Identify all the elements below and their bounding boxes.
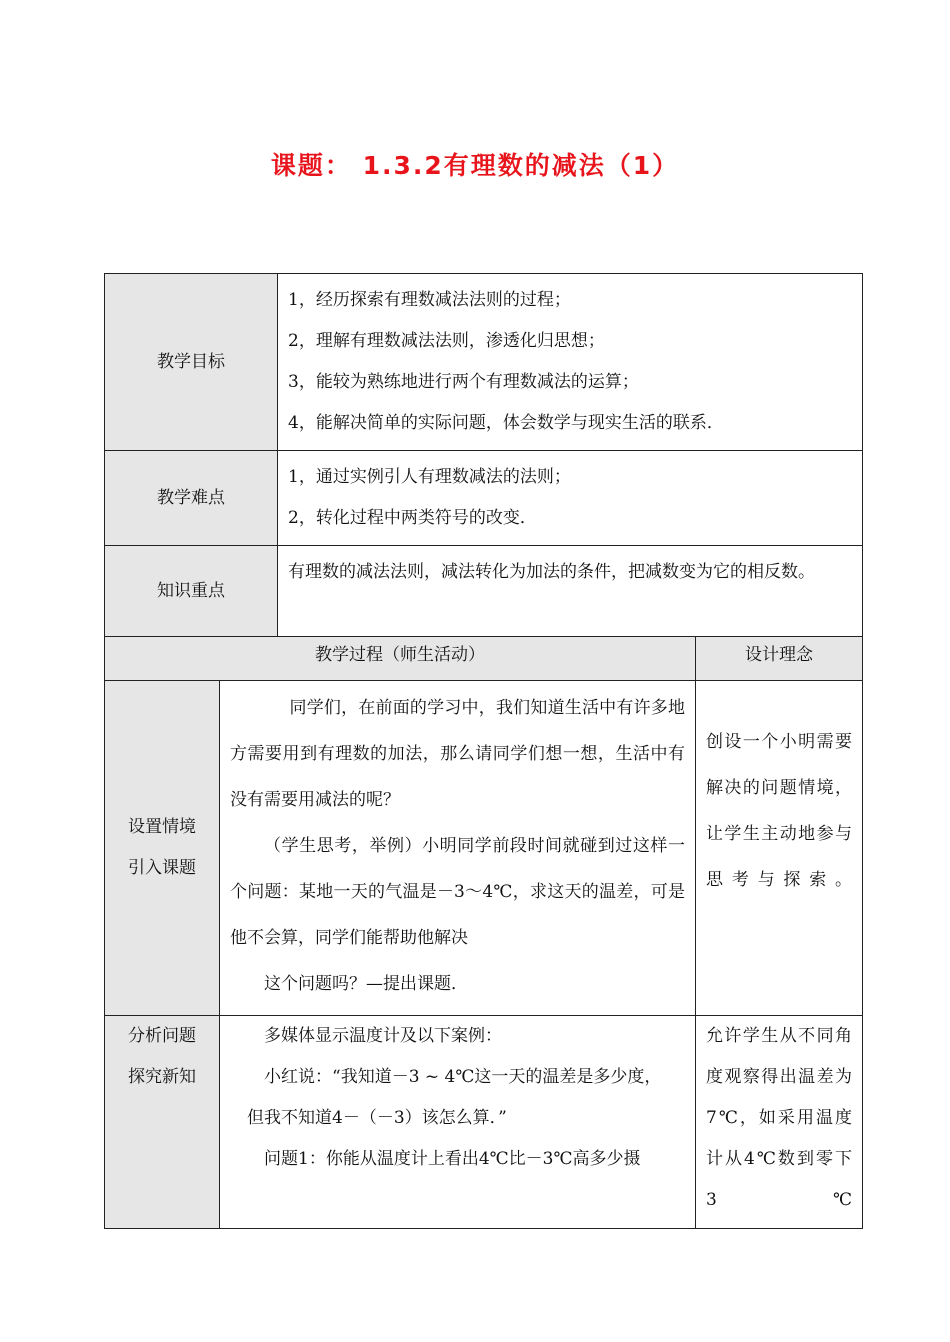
objective-item: 2，理解有理数减法法则，渗透化归思想； — [288, 331, 605, 351]
page-title: 课题： 1.3.2有理数的减法（1） — [270, 151, 680, 180]
explore-paragraph: 多媒体显示温度计及以下案例： — [264, 1026, 502, 1046]
process-header-row — [105, 637, 863, 681]
objective-item: 1，经历探索有理数减法法则的过程； — [288, 290, 571, 310]
objectives-label: 教学目标 — [105, 274, 278, 451]
difficulties-row — [105, 451, 863, 546]
section-explore-label — [105, 1016, 220, 1229]
intro-paragraph: 这个问题吗？—提出课题． — [264, 974, 468, 994]
process-header: 教学过程（师生活动） — [105, 637, 696, 681]
section-intro-label — [105, 681, 220, 1016]
intro-paragraph: 同学们，在前面的学习中，我们知道生活中有许多地方需要用到有理数的加法，那么请同学们想一想，生活中有没有需要用减法的呢？ — [230, 698, 685, 810]
section-explore-row — [105, 1016, 863, 1229]
section-explore-label-line1: 分析问题 — [128, 1026, 196, 1046]
section-intro-label-line2: 引入课题 — [128, 858, 196, 878]
difficulties-list — [278, 451, 863, 546]
key-points-label: 知识重点 — [105, 546, 278, 637]
design-header: 设计理念 — [696, 637, 863, 681]
section-intro-design-note: 创设一个小明需要解决的问题情境，让学生主动地参与思考与探索。 — [696, 681, 863, 1016]
objectives-row — [105, 274, 863, 451]
objectives-list — [278, 274, 863, 451]
objective-item: 3，能较为熟练地进行两个有理数减法的运算； — [288, 372, 639, 392]
objective-item: 4，能解决简单的实际问题，体会数学与现实生活的联系． — [288, 413, 724, 433]
section-explore-design-note: 允许学生从不同角度观察得出温差为7℃，如采用温度计从4℃数到零下3℃ — [696, 1016, 863, 1229]
section-intro-row — [105, 681, 863, 1016]
difficulty-item: 2，转化过程中两类符号的改变． — [288, 508, 537, 528]
difficulty-item: 1，通过实例引人有理数减法的法则； — [288, 467, 571, 487]
section-explore-content — [220, 1016, 696, 1229]
key-points-text: 有理数的减法法则，减法转化为加法的条件，把减数变为它的相反数。 — [278, 546, 863, 637]
section-explore-label-line2: 探究新知 — [128, 1067, 196, 1087]
explore-paragraph: 小红说：“我知道－3 ~ 4℃这一天的温差是多少度， — [264, 1067, 662, 1087]
explore-paragraph: 问题1：你能从温度计上看出4℃比－3℃高多少摄 — [264, 1149, 641, 1169]
section-intro-label-line1: 设置情境 — [128, 817, 196, 837]
lesson-plan-table — [104, 273, 863, 1229]
key-points-row — [105, 546, 863, 637]
section-intro-content — [220, 681, 696, 1016]
difficulties-label: 教学难点 — [105, 451, 278, 546]
intro-paragraph: （学生思考，举例）小明同学前段时间就碰到过这样一个问题：某地一天的气温是－3～4℃，求这天的温差，可是他不会算，同学们能帮助他解决 — [230, 836, 685, 948]
explore-paragraph: 但我不知道4－（－3）该怎么算．” — [247, 1108, 507, 1128]
